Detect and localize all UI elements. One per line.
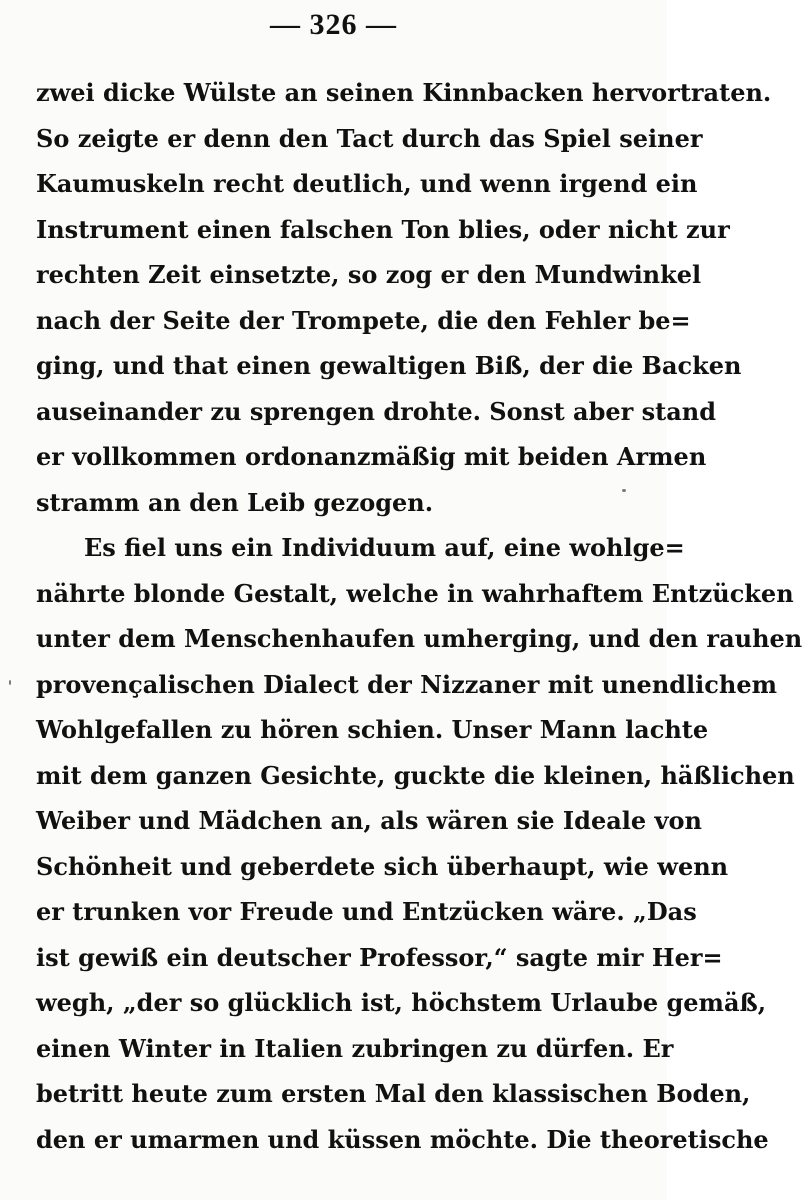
page-number: — 326 — <box>270 8 397 41</box>
text-line: den er umarmen und küssen möchte. Die theoretische <box>36 1124 769 1154</box>
text-line: er vollkommen ordonanzmäßig mit beiden Armen <box>36 442 707 471</box>
text-line: mit dem ganzen Gesichte, guckte die kleinen, häßlichen <box>36 760 795 790</box>
text-line: ist gewiß ein deutscher Professor,“ sagte mir Her= <box>36 942 723 972</box>
text-line: So zeigte er denn den Tact durch das Spiel seiner <box>36 123 703 153</box>
ink-speck <box>9 680 11 685</box>
body-text <box>36 70 802 1162</box>
text-line: wegh, „der so glücklich ist, höchstem Urlaube gemäß, <box>36 988 767 1017</box>
text-line: nährte blonde Gestalt, welche in wahrhaftem Entzücken <box>36 578 794 608</box>
paragraph-2 <box>36 525 802 1162</box>
text-line: Es fiel uns ein Individuum auf, eine wohlge= <box>84 533 685 562</box>
text-line: Schönheit und geberdete sich überhaupt, wie wenn <box>36 851 729 881</box>
text-line: ging, und that einen gewaltigen Biß, der die Backen <box>36 351 742 380</box>
text-line: Instrument einen falschen Ton blies, oder nicht zur <box>36 214 730 244</box>
text-line: Weiber und Mädchen an, als wären sie Ideale von <box>36 806 702 835</box>
text-line: zwei dicke Wülste an seinen Kinnbacken hervortraten. <box>36 78 772 107</box>
ink-speck <box>622 489 626 492</box>
text-line: provençalischen Dialect der Nizzaner mit unendlichem <box>36 669 778 699</box>
text-line: stramm an den Leib gezogen. <box>36 487 434 517</box>
text-line: betritt heute zum ersten Mal den klassischen Boden, <box>36 1079 751 1108</box>
text-line: unter dem Menschenhaufen umherging, und den rauhen <box>36 624 802 653</box>
text-line: Kaumuskeln recht deutlich, und wenn irgend ein <box>36 169 698 198</box>
text-line: nach der Seite der Trompete, die den Fehler be= <box>36 305 691 335</box>
text-line: Wohlgefallen zu hören schien. Unser Mann lachte <box>36 715 709 744</box>
paragraph-1 <box>36 70 772 525</box>
text-line: er trunken vor Freude und Entzücken wäre. „Das <box>36 897 697 926</box>
text-line: einen Winter in Italien zubringen zu dürfen. Er <box>36 1033 674 1063</box>
text-line: rechten Zeit einsetzte, so zog er den Mundwinkel <box>36 260 702 289</box>
text-line: auseinander zu sprengen drohte. Sonst aber stand <box>36 396 717 426</box>
